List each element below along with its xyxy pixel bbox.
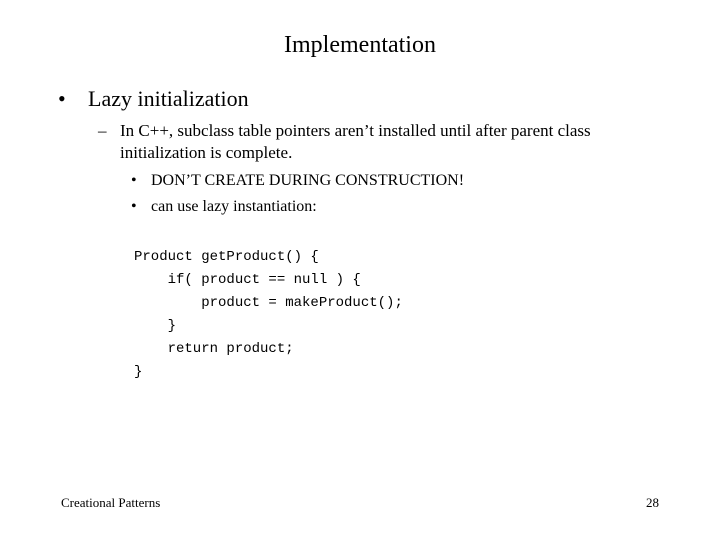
sub-bullet-cpp bbox=[98, 120, 658, 164]
footer-title: Creational Patterns bbox=[61, 495, 161, 510]
sub-sub-bullet-text: DON’T CREATE DURING CONSTRUCTION! bbox=[151, 172, 465, 189]
code-line: Product getProduct() { bbox=[134, 249, 319, 265]
code-block bbox=[134, 246, 403, 384]
bullet-dot-icon: • bbox=[131, 198, 137, 215]
bullet-lazy-initialization bbox=[58, 86, 249, 112]
slide-title: Implementation bbox=[284, 32, 436, 58]
page-number: 28 bbox=[646, 495, 659, 510]
bullet-dot-icon: • bbox=[58, 86, 66, 111]
sub-bullet-text: In C++, subclass table pointers aren’t installed until after parent class initialization is complete. bbox=[120, 121, 591, 162]
sub-sub-bullet-text: can use lazy instantiation: bbox=[151, 198, 317, 215]
sub-sub-bullet-dont-create bbox=[131, 172, 464, 190]
code-line: product = makeProduct(); bbox=[134, 295, 403, 311]
bullet-text: Lazy initialization bbox=[88, 86, 249, 111]
bullet-dot-icon: • bbox=[131, 172, 137, 189]
sub-sub-bullet-lazy-instantiation bbox=[131, 198, 317, 216]
code-line: } bbox=[134, 364, 143, 380]
dash-icon: – bbox=[98, 121, 107, 140]
code-line: return product; bbox=[134, 341, 294, 357]
code-line: if( product == null ) { bbox=[134, 272, 361, 288]
code-line: } bbox=[134, 318, 177, 334]
